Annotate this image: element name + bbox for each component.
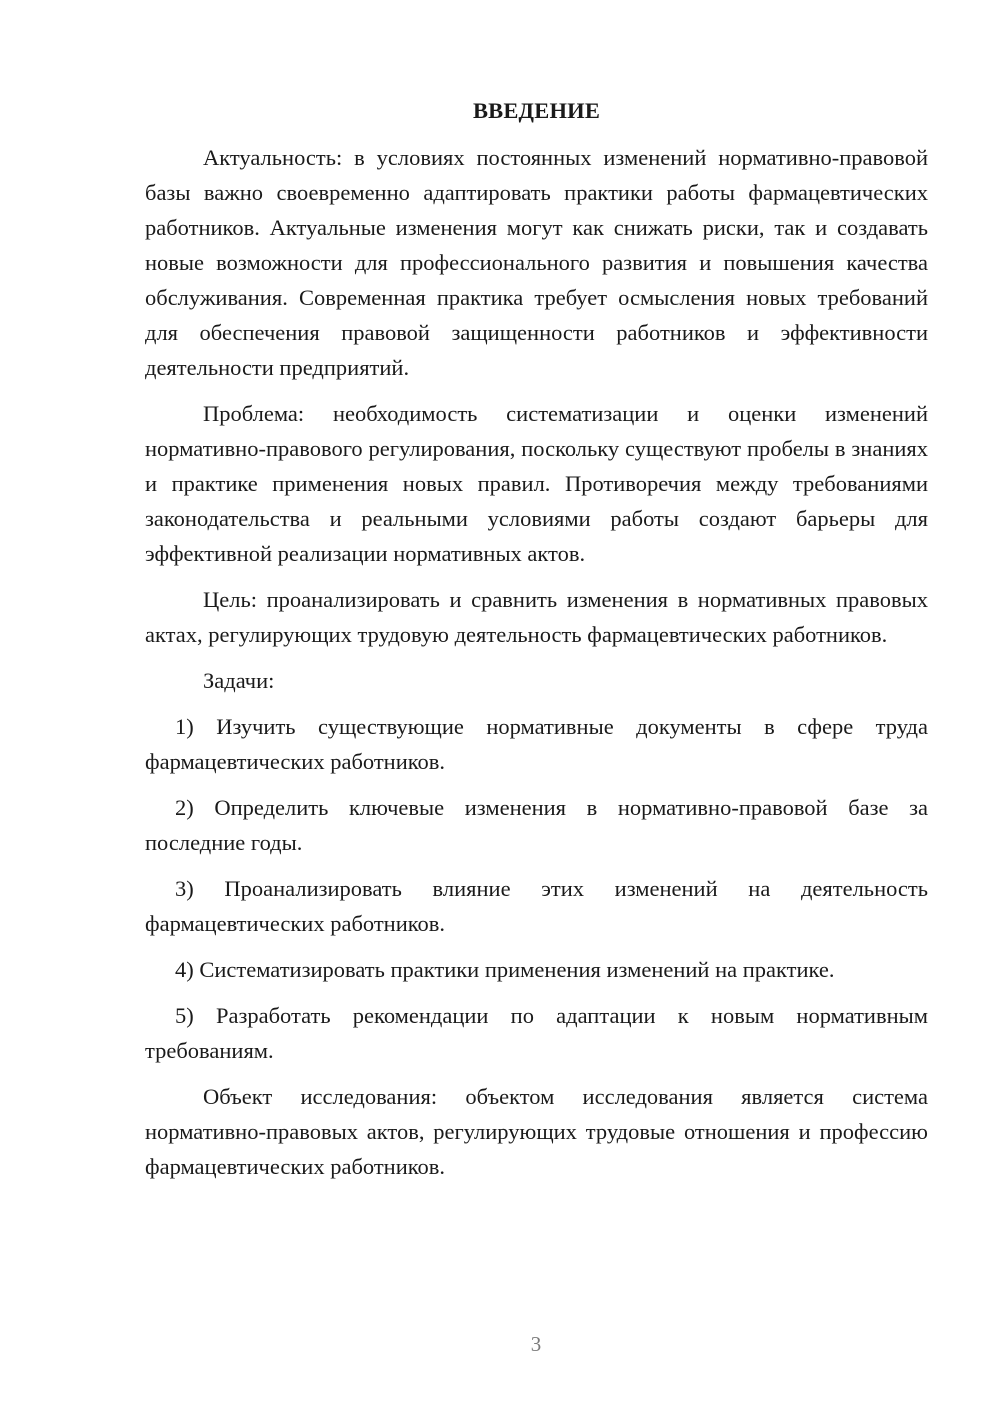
task-item: 5) Разработать рекомендации по адаптации к новым нормативным требованиям.	[145, 1003, 928, 1063]
tasks-heading: Задачи:	[203, 668, 275, 693]
task-item: 2) Определить ключевые изменения в нормативно-правовой базе за последние годы.	[145, 795, 928, 855]
task-item: 4) Систематизировать практики применения изменений на практике.	[175, 957, 835, 982]
task-item: 3) Проанализировать влияние этих изменений на деятельность фармацевтических работников.	[145, 876, 928, 936]
relevance-paragraph: Актуальность: в условиях постоянных изменений нормативно-правовой базы важно своевременно адаптировать практики работы фармацевтических работников. Актуальные изменения могут как снижать риски, так и создавать новые возможности для профессионального развития и повышения качества обслуживания. Современная практика требует осмысления новых требований для обеспечения правовой защищенности работников и эффективности деятельности предприятий.	[145, 145, 928, 380]
task-item: 1) Изучить существующие нормативные документы в сфере труда фармацевтических работников.	[145, 714, 928, 774]
goal-paragraph: Цель: проанализировать и сравнить изменения в нормативных правовых актах, регулирующих трудовую деятельность фармацевтических работников.	[145, 587, 928, 647]
object-paragraph: Объект исследования: объектом исследования является система нормативно-правовых актов, регулирующих трудовые отношения и профессию фармацевтических работников.	[145, 1084, 928, 1179]
tasks-list	[145, 709, 928, 1068]
problem-paragraph: Проблема: необходимость систематизации и оценки изменений нормативно-правового регулирования, поскольку существуют пробелы в знаниях и практике применения новых правил. Противоречия между требованиями законодательства и реальными условиями работы создают барьеры для эффективной реализации нормативных актов.	[145, 401, 928, 566]
page-number: 3	[530, 1332, 542, 1356]
document-page	[145, 96, 928, 1195]
section-title: ВВЕДЕНИЕ	[472, 98, 601, 123]
